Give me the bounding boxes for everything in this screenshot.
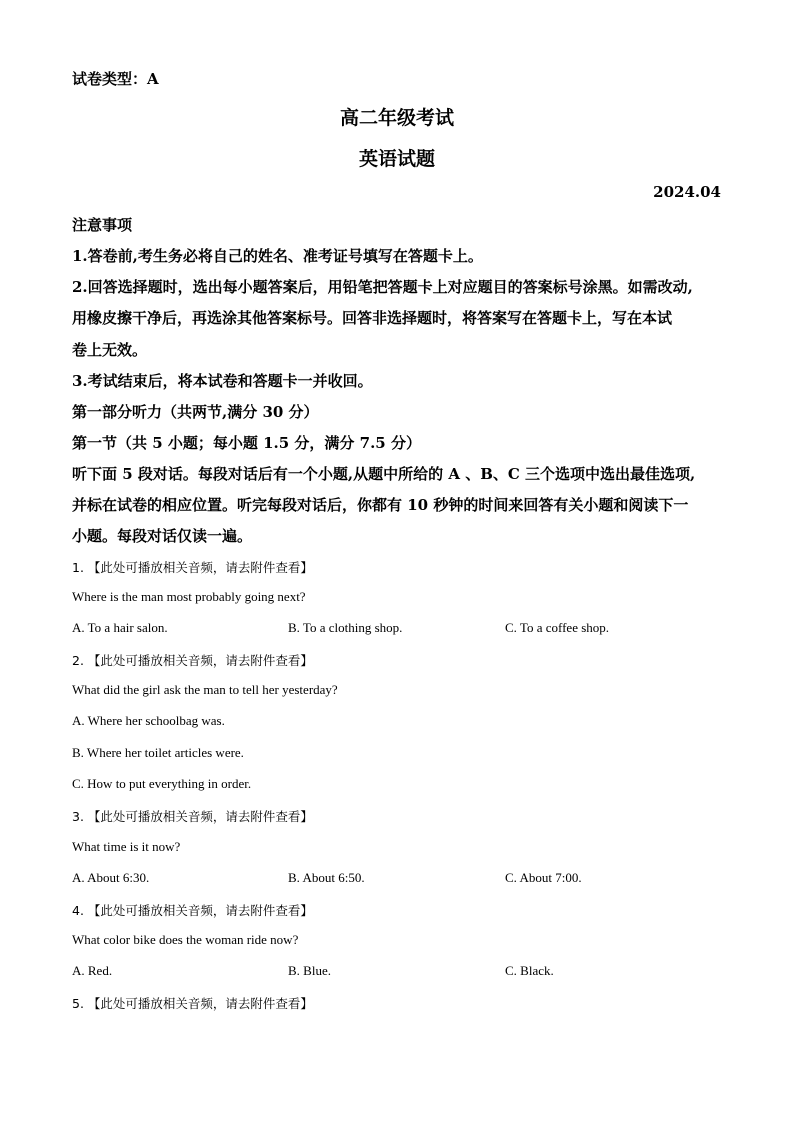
question-3-option-c: C. About 7:00. <box>505 870 582 885</box>
section-one-heading: 第一节（共 5 小题；每小题 1.5 分，满分 7.5 分） <box>72 434 421 452</box>
notes-heading: 注意事项 <box>72 216 133 234</box>
question-1-option-a: A. To a hair salon. <box>72 620 168 635</box>
question-4-option-a: A. Red. <box>72 963 113 978</box>
exam-subtitle: 英语试题 <box>358 148 435 170</box>
question-2-audio[interactable]: 2. 【此处可播放相关音频，请去附件查看】 <box>72 653 313 668</box>
part-one-heading: 第一部分听力（共两节,满分 30 分） <box>72 403 319 421</box>
note-line-1: 1.答卷前,考生务必将自己的姓名、准考证号填写在答题卡上。 <box>72 247 483 265</box>
question-1-stem: Where is the man most probably going next? <box>72 589 306 604</box>
question-3-option-b: B. About 6:50. <box>288 870 365 885</box>
question-5-audio[interactable]: 5. 【此处可播放相关音频，请去附件查看】 <box>72 996 313 1011</box>
question-3-stem: What time is it now? <box>72 839 181 854</box>
question-1-option-c: C. To a coffee shop. <box>505 620 610 635</box>
question-3-audio[interactable]: 3. 【此处可播放相关音频，请去附件查看】 <box>72 809 313 824</box>
exam-title: 高二年级考试 <box>339 107 454 129</box>
question-4-option-b: B. Blue. <box>288 963 331 978</box>
question-3-option-a: A. About 6:30. <box>72 870 150 885</box>
question-1-option-b: B. To a clothing shop. <box>288 620 403 635</box>
question-2-stem: What did the girl ask the man to tell her yesterday? <box>72 682 338 697</box>
note-line-2a: 2.回答选择题时，选出每小题答案后，用铅笔把答题卡上对应题目的答案标号涂黑。如需改动, <box>72 278 693 296</box>
note-line-3: 3.考试结束后，将本试卷和答题卡一并收回。 <box>72 372 373 390</box>
note-line-2b: 用橡皮擦干净后，再选涂其他答案标号。回答非选择题时，将答案写在答题卡上，写在本试 <box>72 309 673 327</box>
paper-type-label: 试卷类型：A <box>72 70 159 88</box>
exam-date: 2024.04 <box>653 183 721 201</box>
question-2-option-c: C. How to put everything in order. <box>72 776 252 791</box>
question-4-audio[interactable]: 4. 【此处可播放相关音频，请去附件查看】 <box>72 903 313 918</box>
instruction-line-c: 小题。每段对话仅读一遍。 <box>72 527 253 545</box>
note-line-2c: 卷上无效。 <box>72 341 148 359</box>
instruction-line-a: 听下面 5 段对话。每段对话后有一个小题,从题中所给的 A 、B、C 三个选项中选出最佳选项, <box>72 465 696 483</box>
instruction-line-b: 并标在试卷的相应位置。听完每段对话后，你都有 10 秒钟的时间来回答有关小题和阅读下一 <box>72 496 689 514</box>
question-2-option-a: A. Where her schoolbag was. <box>72 713 225 728</box>
question-2-option-b: B. Where her toilet articles were. <box>72 745 244 760</box>
question-1-audio[interactable]: 1. 【此处可播放相关音频，请去附件查看】 <box>72 560 313 575</box>
question-4-option-c: C. Black. <box>505 963 554 978</box>
question-4-stem: What color bike does the woman ride now? <box>72 932 299 947</box>
